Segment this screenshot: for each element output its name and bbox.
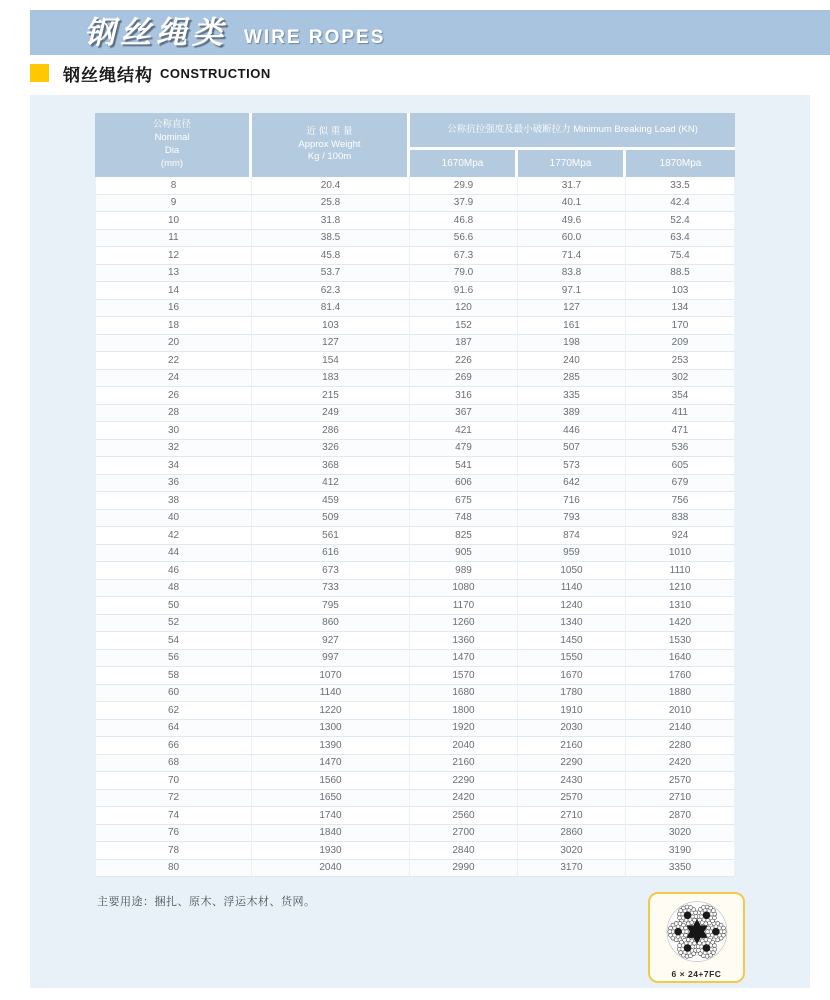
table-cell: 1170 bbox=[410, 597, 518, 615]
table-cell: 56 bbox=[95, 650, 252, 668]
table-cell: 2430 bbox=[518, 772, 626, 790]
spec-table-header bbox=[95, 113, 735, 177]
table-cell: 1080 bbox=[410, 580, 518, 598]
table-cell: 103 bbox=[626, 282, 735, 300]
table-cell: 127 bbox=[518, 300, 626, 318]
table-cell: 18 bbox=[95, 317, 252, 335]
table-cell: 716 bbox=[518, 492, 626, 510]
col-header-grade-1670: 1670Mpa bbox=[410, 150, 518, 177]
table-cell: 411 bbox=[626, 405, 735, 423]
table-cell: 38.5 bbox=[252, 230, 410, 248]
table-cell: 335 bbox=[518, 387, 626, 405]
col2-line-en: Approx Weight bbox=[298, 138, 361, 150]
rope-diagram-box bbox=[648, 892, 745, 983]
table-cell: 83.8 bbox=[518, 265, 626, 283]
table-cell: 367 bbox=[410, 405, 518, 423]
table-cell: 3190 bbox=[626, 842, 735, 860]
table-cell: 31.8 bbox=[252, 212, 410, 230]
table-row bbox=[95, 457, 735, 475]
table-cell: 40 bbox=[95, 510, 252, 528]
table-cell: 68 bbox=[95, 755, 252, 773]
table-cell: 1570 bbox=[410, 667, 518, 685]
table-cell: 1110 bbox=[626, 562, 735, 580]
table-cell: 10 bbox=[95, 212, 252, 230]
table-cell: 78 bbox=[95, 842, 252, 860]
table-cell: 1530 bbox=[626, 632, 735, 650]
table-cell: 48 bbox=[95, 580, 252, 598]
table-cell: 60 bbox=[95, 685, 252, 703]
table-cell: 249 bbox=[252, 405, 410, 423]
table-cell: 2160 bbox=[518, 737, 626, 755]
usage-note: 主要用途：捆扎、原木、浮运木材、货网。 bbox=[97, 896, 316, 908]
table-cell: 16 bbox=[95, 300, 252, 318]
table-cell: 42 bbox=[95, 527, 252, 545]
table-cell: 1740 bbox=[252, 807, 410, 825]
table-cell: 616 bbox=[252, 545, 410, 563]
table-cell: 1260 bbox=[410, 615, 518, 633]
table-cell: 33.5 bbox=[626, 177, 735, 195]
table-cell: 2870 bbox=[626, 807, 735, 825]
table-cell: 2710 bbox=[626, 790, 735, 808]
table-cell: 1360 bbox=[410, 632, 518, 650]
table-cell: 152 bbox=[410, 317, 518, 335]
table-cell: 997 bbox=[252, 650, 410, 668]
table-cell: 88.5 bbox=[626, 265, 735, 283]
table-cell: 2280 bbox=[626, 737, 735, 755]
table-cell: 905 bbox=[410, 545, 518, 563]
table-cell: 316 bbox=[410, 387, 518, 405]
table-cell: 860 bbox=[252, 615, 410, 633]
table-cell: 989 bbox=[410, 562, 518, 580]
table-cell: 1070 bbox=[252, 667, 410, 685]
table-row bbox=[95, 422, 735, 440]
table-cell: 62.3 bbox=[252, 282, 410, 300]
section-title-en: CONSTRUCTION bbox=[160, 65, 271, 81]
table-cell: 58 bbox=[95, 667, 252, 685]
table-cell: 748 bbox=[410, 510, 518, 528]
table-cell: 838 bbox=[626, 510, 735, 528]
table-cell: 3020 bbox=[626, 825, 735, 843]
table-row bbox=[95, 842, 735, 860]
table-cell: 79.0 bbox=[410, 265, 518, 283]
table-cell: 66 bbox=[95, 737, 252, 755]
table-cell: 26 bbox=[95, 387, 252, 405]
table-row bbox=[95, 265, 735, 283]
table-cell: 253 bbox=[626, 352, 735, 370]
table-cell: 52.4 bbox=[626, 212, 735, 230]
table-cell: 2030 bbox=[518, 720, 626, 738]
table-cell: 471 bbox=[626, 422, 735, 440]
table-cell: 733 bbox=[252, 580, 410, 598]
table-cell: 170 bbox=[626, 317, 735, 335]
table-cell: 24 bbox=[95, 370, 252, 388]
table-cell: 389 bbox=[518, 405, 626, 423]
yellow-square-bullet-icon bbox=[30, 64, 49, 82]
table-cell: 412 bbox=[252, 475, 410, 493]
table-panel bbox=[30, 95, 810, 988]
rope-construction-label: 6 × 24+7FC bbox=[671, 969, 722, 979]
col1-line-unit: (mm) bbox=[160, 157, 184, 169]
table-row bbox=[95, 685, 735, 703]
table-cell: 32 bbox=[95, 440, 252, 458]
table-row bbox=[95, 772, 735, 790]
table-row bbox=[95, 860, 735, 878]
table-cell: 1800 bbox=[410, 702, 518, 720]
table-cell: 28 bbox=[95, 405, 252, 423]
table-cell: 71.4 bbox=[518, 247, 626, 265]
table-cell: 1300 bbox=[252, 720, 410, 738]
table-row bbox=[95, 755, 735, 773]
table-cell: 76 bbox=[95, 825, 252, 843]
table-cell: 187 bbox=[410, 335, 518, 353]
table-row bbox=[95, 702, 735, 720]
table-row bbox=[95, 247, 735, 265]
table-cell: 226 bbox=[410, 352, 518, 370]
col1-line-en2: Dia bbox=[164, 145, 180, 156]
table-cell: 793 bbox=[518, 510, 626, 528]
table-cell: 215 bbox=[252, 387, 410, 405]
table-cell: 1470 bbox=[410, 650, 518, 668]
table-row bbox=[95, 807, 735, 825]
table-cell: 97.1 bbox=[518, 282, 626, 300]
table-row bbox=[95, 492, 735, 510]
col2-line-zh: 近 似 重 量 bbox=[306, 125, 353, 137]
table-cell: 675 bbox=[410, 492, 518, 510]
table-cell: 11 bbox=[95, 230, 252, 248]
table-cell: 67.3 bbox=[410, 247, 518, 265]
table-cell: 1840 bbox=[252, 825, 410, 843]
table-cell: 2990 bbox=[410, 860, 518, 878]
table-cell: 209 bbox=[626, 335, 735, 353]
table-cell: 326 bbox=[252, 440, 410, 458]
table-cell: 49.6 bbox=[518, 212, 626, 230]
table-row bbox=[95, 370, 735, 388]
table-cell: 1010 bbox=[626, 545, 735, 563]
table-cell: 2290 bbox=[518, 755, 626, 773]
table-cell: 37.9 bbox=[410, 195, 518, 213]
table-cell: 64 bbox=[95, 720, 252, 738]
table-cell: 75.4 bbox=[626, 247, 735, 265]
table-cell: 2160 bbox=[410, 755, 518, 773]
table-cell: 72 bbox=[95, 790, 252, 808]
col2-line-unit: Kg / 100m bbox=[307, 151, 352, 163]
table-cell: 46.8 bbox=[410, 212, 518, 230]
table-cell: 354 bbox=[626, 387, 735, 405]
table-cell: 285 bbox=[518, 370, 626, 388]
table-row bbox=[95, 737, 735, 755]
table-cell: 46 bbox=[95, 562, 252, 580]
table-row bbox=[95, 282, 735, 300]
table-cell: 1210 bbox=[626, 580, 735, 598]
table-cell: 63.4 bbox=[626, 230, 735, 248]
table-cell: 1140 bbox=[252, 685, 410, 703]
table-row bbox=[95, 405, 735, 423]
table-cell: 1760 bbox=[626, 667, 735, 685]
banner-titles bbox=[84, 7, 385, 52]
table-cell: 13 bbox=[95, 265, 252, 283]
col-header-approx-weight bbox=[252, 113, 410, 177]
table-cell: 1640 bbox=[626, 650, 735, 668]
table-cell: 269 bbox=[410, 370, 518, 388]
col-header-grade-1770: 1770Mpa bbox=[518, 150, 626, 177]
table-cell: 20 bbox=[95, 335, 252, 353]
table-row bbox=[95, 510, 735, 528]
table-cell: 3020 bbox=[518, 842, 626, 860]
table-cell: 606 bbox=[410, 475, 518, 493]
table-cell: 22 bbox=[95, 352, 252, 370]
table-cell: 1310 bbox=[626, 597, 735, 615]
table-cell: 45.8 bbox=[252, 247, 410, 265]
table-cell: 459 bbox=[252, 492, 410, 510]
table-cell: 642 bbox=[518, 475, 626, 493]
table-cell: 3350 bbox=[626, 860, 735, 878]
table-cell: 36 bbox=[95, 475, 252, 493]
table-cell: 1680 bbox=[410, 685, 518, 703]
table-cell: 81.4 bbox=[252, 300, 410, 318]
table-cell: 134 bbox=[626, 300, 735, 318]
table-cell: 825 bbox=[410, 527, 518, 545]
table-cell: 1470 bbox=[252, 755, 410, 773]
table-cell: 1910 bbox=[518, 702, 626, 720]
table-cell: 34 bbox=[95, 457, 252, 475]
table-row bbox=[95, 790, 735, 808]
table-cell: 60.0 bbox=[518, 230, 626, 248]
table-cell: 2860 bbox=[518, 825, 626, 843]
table-cell: 561 bbox=[252, 527, 410, 545]
table-cell: 154 bbox=[252, 352, 410, 370]
table-cell: 2040 bbox=[410, 737, 518, 755]
table-cell: 120 bbox=[410, 300, 518, 318]
table-row bbox=[95, 667, 735, 685]
table-cell: 56.6 bbox=[410, 230, 518, 248]
table-cell: 80 bbox=[95, 860, 252, 878]
table-cell: 40.1 bbox=[518, 195, 626, 213]
table-cell: 198 bbox=[518, 335, 626, 353]
table-cell: 756 bbox=[626, 492, 735, 510]
table-cell: 2710 bbox=[518, 807, 626, 825]
table-cell: 2570 bbox=[518, 790, 626, 808]
table-row bbox=[95, 300, 735, 318]
spec-table bbox=[95, 113, 735, 877]
table-cell: 1650 bbox=[252, 790, 410, 808]
table-cell: 507 bbox=[518, 440, 626, 458]
table-cell: 2140 bbox=[626, 720, 735, 738]
table-cell: 286 bbox=[252, 422, 410, 440]
table-row bbox=[95, 545, 735, 563]
table-cell: 52 bbox=[95, 615, 252, 633]
table-cell: 2840 bbox=[410, 842, 518, 860]
table-cell: 12 bbox=[95, 247, 252, 265]
table-row bbox=[95, 562, 735, 580]
table-cell: 240 bbox=[518, 352, 626, 370]
table-cell: 2570 bbox=[626, 772, 735, 790]
table-cell: 42.4 bbox=[626, 195, 735, 213]
table-cell: 31.7 bbox=[518, 177, 626, 195]
table-cell: 1670 bbox=[518, 667, 626, 685]
table-cell: 54 bbox=[95, 632, 252, 650]
table-cell: 127 bbox=[252, 335, 410, 353]
table-cell: 53.7 bbox=[252, 265, 410, 283]
table-cell: 795 bbox=[252, 597, 410, 615]
table-cell: 927 bbox=[252, 632, 410, 650]
table-cell: 20.4 bbox=[252, 177, 410, 195]
table-cell: 3170 bbox=[518, 860, 626, 878]
table-cell: 2290 bbox=[410, 772, 518, 790]
table-cell: 161 bbox=[518, 317, 626, 335]
table-cell: 1920 bbox=[410, 720, 518, 738]
table-row bbox=[95, 177, 735, 195]
table-row bbox=[95, 527, 735, 545]
table-cell: 1050 bbox=[518, 562, 626, 580]
table-cell: 924 bbox=[626, 527, 735, 545]
table-cell: 29.9 bbox=[410, 177, 518, 195]
table-row bbox=[95, 580, 735, 598]
table-cell: 2700 bbox=[410, 825, 518, 843]
table-cell: 25.8 bbox=[252, 195, 410, 213]
col-header-grade-1870: 1870Mpa bbox=[626, 150, 735, 177]
table-cell: 2560 bbox=[410, 807, 518, 825]
table-cell: 103 bbox=[252, 317, 410, 335]
table-cell: 1390 bbox=[252, 737, 410, 755]
table-cell: 1880 bbox=[626, 685, 735, 703]
table-row bbox=[95, 615, 735, 633]
table-row bbox=[95, 387, 735, 405]
table-cell: 91.6 bbox=[410, 282, 518, 300]
table-cell: 1550 bbox=[518, 650, 626, 668]
table-cell: 62 bbox=[95, 702, 252, 720]
rope-cross-section-icon bbox=[660, 896, 734, 968]
table-row bbox=[95, 317, 735, 335]
table-cell: 8 bbox=[95, 177, 252, 195]
table-cell: 536 bbox=[626, 440, 735, 458]
table-row bbox=[95, 650, 735, 668]
table-row bbox=[95, 212, 735, 230]
table-cell: 302 bbox=[626, 370, 735, 388]
table-cell: 44 bbox=[95, 545, 252, 563]
table-cell: 605 bbox=[626, 457, 735, 475]
table-cell: 183 bbox=[252, 370, 410, 388]
table-cell: 1560 bbox=[252, 772, 410, 790]
table-cell: 368 bbox=[252, 457, 410, 475]
table-cell: 1240 bbox=[518, 597, 626, 615]
table-row bbox=[95, 195, 735, 213]
table-cell: 1780 bbox=[518, 685, 626, 703]
table-cell: 9 bbox=[95, 195, 252, 213]
table-row bbox=[95, 720, 735, 738]
table-cell: 541 bbox=[410, 457, 518, 475]
table-cell: 673 bbox=[252, 562, 410, 580]
table-cell: 1340 bbox=[518, 615, 626, 633]
table-row bbox=[95, 335, 735, 353]
table-cell: 2420 bbox=[626, 755, 735, 773]
table-cell: 959 bbox=[518, 545, 626, 563]
spec-table-body bbox=[95, 177, 735, 877]
page-title-zh: 钢丝绳类 bbox=[84, 15, 228, 50]
table-cell: 421 bbox=[410, 422, 518, 440]
construction-section-heading bbox=[30, 63, 271, 83]
wire-ropes-banner bbox=[30, 10, 830, 55]
table-cell: 2010 bbox=[626, 702, 735, 720]
table-cell: 30 bbox=[95, 422, 252, 440]
table-cell: 874 bbox=[518, 527, 626, 545]
table-cell: 50 bbox=[95, 597, 252, 615]
table-row bbox=[95, 230, 735, 248]
table-row bbox=[95, 632, 735, 650]
table-cell: 14 bbox=[95, 282, 252, 300]
col-header-breaking-load: 公称抗拉强度及最小破断拉力 Minimum Breaking Load (KN) bbox=[410, 113, 735, 150]
table-row bbox=[95, 475, 735, 493]
table-cell: 573 bbox=[518, 457, 626, 475]
table-cell: 1220 bbox=[252, 702, 410, 720]
col1-line-en1: Nominal bbox=[154, 132, 190, 144]
table-row bbox=[95, 352, 735, 370]
table-cell: 509 bbox=[252, 510, 410, 528]
table-cell: 2420 bbox=[410, 790, 518, 808]
table-cell: 70 bbox=[95, 772, 252, 790]
table-row bbox=[95, 440, 735, 458]
table-cell: 1420 bbox=[626, 615, 735, 633]
table-cell: 679 bbox=[626, 475, 735, 493]
table-cell: 1140 bbox=[518, 580, 626, 598]
table-cell: 446 bbox=[518, 422, 626, 440]
table-cell: 1450 bbox=[518, 632, 626, 650]
table-cell: 479 bbox=[410, 440, 518, 458]
table-cell: 74 bbox=[95, 807, 252, 825]
table-cell: 2040 bbox=[252, 860, 410, 878]
page-title-en: WIRE ROPES bbox=[244, 27, 386, 48]
col1-line-zh: 公称直径 bbox=[152, 119, 191, 131]
table-cell: 38 bbox=[95, 492, 252, 510]
section-title-zh: 钢丝绳结构 bbox=[63, 65, 153, 85]
table-cell: 1930 bbox=[252, 842, 410, 860]
col-header-nominal-dia bbox=[95, 113, 252, 177]
table-row bbox=[95, 825, 735, 843]
table-row bbox=[95, 597, 735, 615]
